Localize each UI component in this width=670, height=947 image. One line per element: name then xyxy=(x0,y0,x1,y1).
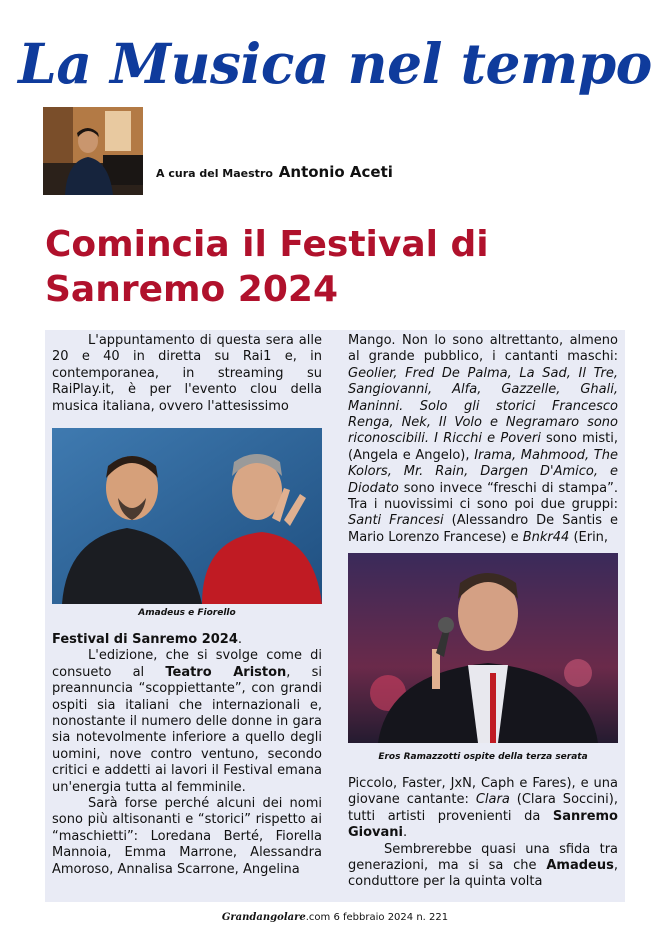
paragraph-edition xyxy=(52,648,322,796)
generations-text-a: Sembrerebbe quasi una sfida tra generazioni, ma si sa che xyxy=(348,841,618,874)
lead-tail: . xyxy=(237,632,243,647)
byline xyxy=(156,163,393,181)
festival-name-bold: Festival di Sanremo 2024 xyxy=(52,632,238,647)
paragraph-generations xyxy=(348,842,618,891)
singers-text-i: (Erin, xyxy=(569,529,609,545)
paragraph-singers xyxy=(348,333,618,546)
footer-issue: .com 6 febbraio 2024 n. 221 xyxy=(305,912,449,923)
article-column-1-bottom xyxy=(52,632,322,878)
author-photo-image xyxy=(43,107,143,195)
caption-eros-ramazzotti: Eros Ramazzotti ospite della terza serata xyxy=(378,752,588,762)
edition-text-a: L'edizione, che si svolge come di consueto al xyxy=(52,648,322,680)
byline-prefix: A cura del Maestro xyxy=(156,167,273,180)
paragraph-giovani xyxy=(348,776,618,842)
masthead-title: La Musica nel tempo xyxy=(18,31,652,96)
article-column-2-bottom xyxy=(348,776,618,891)
giovani-text-a: Piccolo, Faster, JxN, Caph e Fares), e una giovane cantante: xyxy=(348,776,618,808)
photo-amadeus-fiorello-image xyxy=(52,428,322,604)
footer-brand: Grandangolare xyxy=(221,912,306,923)
edition-text-b: , si preannuncia “scoppiettante”, con grandi ospiti sia italiani che internazionali e, nonostante il numero delle donne in gara sia notevolmente inferiore a quello degli uomini, nove contro ventuno, secondo critici e addetti ai lavori il Festival emana un'energia tutta al femminile. xyxy=(52,664,322,795)
paragraph-festival-lead xyxy=(52,632,322,648)
singers-text-g: (Alessandro De Santis e Mario Lorenzo Francese) e xyxy=(348,513,618,545)
byline-author-name: Antonio Aceti xyxy=(278,163,393,181)
paragraph-intro: L'appuntamento di questa sera alle 20 e 40 in diretta su Rai1 e, in contemporanea, in streaming su RaiPlay.it, è per l'evento clou della musica italiana, ovvero l'attesissimo xyxy=(52,333,322,414)
clara-italic: Clara xyxy=(475,792,510,808)
singers-text-a: Mango. Non lo sono altrettanto, almeno al grande pubblico, i cantanti maschi: xyxy=(348,333,618,365)
giovani-text-c: (Clara Soccini), tutti artisti provenienti da xyxy=(348,792,618,824)
article-headline: Comincia il Festival di Sanremo 2024 xyxy=(45,224,489,310)
singers-text-c: sono misti, (Angela e Angelo), xyxy=(348,431,618,463)
singers-italic-h: Bnkr44 xyxy=(522,529,570,545)
photo-eros-ramazzotti xyxy=(348,553,618,743)
giovani-text-e: . xyxy=(403,825,408,841)
author-photo xyxy=(43,107,143,195)
singers-italic-d: Irama, Mahmood, The Kolors, Mr. Rain, Dargen D'Amico, e Diodato xyxy=(348,447,618,496)
singers-italic-f: Santi Francesi xyxy=(348,513,444,529)
singers-italic-b: Geolier, Fred De Palma, La Sad, Il Tre, Sangiovanni, Alfa, Gazzelle, Ghali, Maninni. Solo gli storici Francesco Renga, Nek, Il Volo e Negramaro sono riconoscibili. I Ricchi e Poveri xyxy=(348,365,618,447)
page-footer xyxy=(0,912,670,923)
paragraph-names: Sarà forse perché alcuni dei nomi sono più altisonanti e “storici” rispetto ai “maschietti”: Loredana Berté, Fiorella Mannoia, Emma Marrone, Alessandra Amoroso, Annalisa Scarrone, Angelina xyxy=(52,796,322,877)
photo-amadeus-fiorello xyxy=(52,428,322,604)
teatro-ariston-bold: Teatro Ariston xyxy=(165,664,287,680)
amadeus-bold: Amadeus xyxy=(546,858,614,874)
singers-text-e: sono invece “freschi di stampa”. Tra i nuovissimi ci sono poi due gruppi: xyxy=(348,480,618,513)
article-column-2-top xyxy=(348,333,618,546)
generations-text-b: , conduttore per la quinta volta xyxy=(348,858,618,890)
sanremo-giovani-bold: Sanremo Giovani xyxy=(348,808,618,841)
photo-eros-ramazzotti-image xyxy=(348,553,618,743)
caption-amadeus-fiorello: Amadeus e Fiorello xyxy=(138,608,236,618)
article-column-1-top xyxy=(52,333,322,415)
